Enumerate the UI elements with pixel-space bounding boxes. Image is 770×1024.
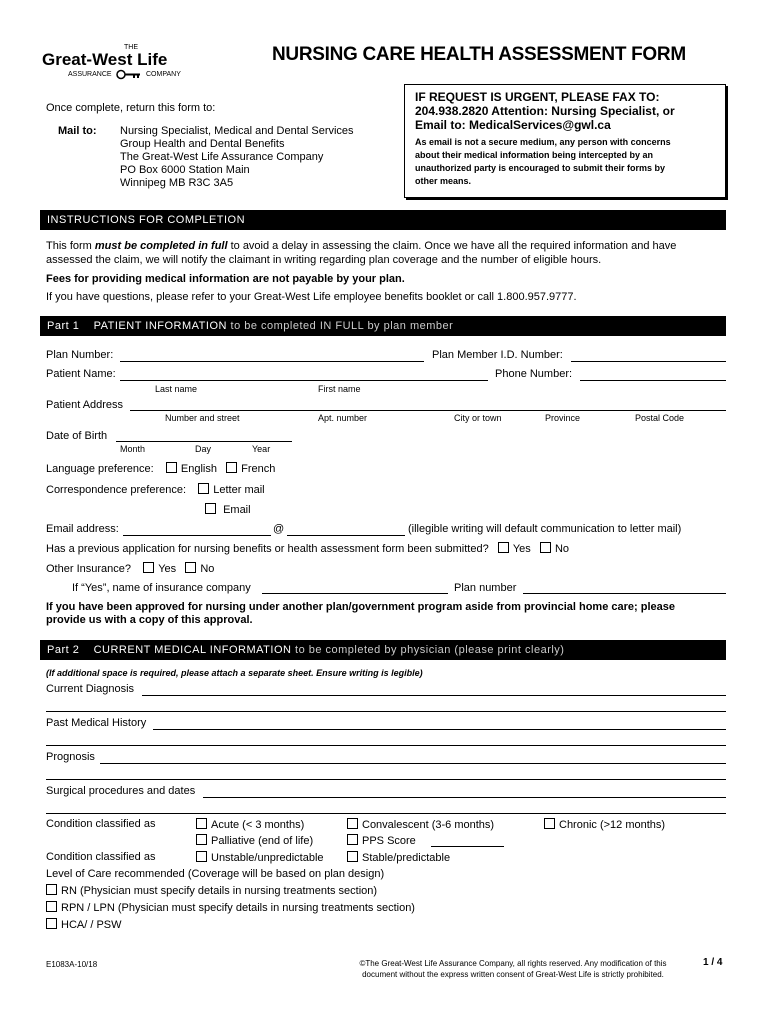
previous-row [46, 542, 569, 555]
convalescent-option [347, 818, 494, 831]
patient-name-label: Patient Name: [46, 368, 116, 380]
email-domain-field[interactable] [287, 535, 405, 536]
prognosis-field-2[interactable] [46, 779, 726, 780]
letter-mail-label: Letter mail [213, 484, 265, 496]
copyright-line: document without the express written consent of Great-West Life is strictly prohibited. [362, 970, 664, 979]
key-icon [116, 69, 142, 80]
address-caption: Postal Code [635, 413, 685, 423]
level-of-care-label: Level of Care recommended (Coverage will be based on plan design) [46, 868, 385, 880]
approval-line: provide us with a copy of this approval. [46, 614, 253, 626]
rpn-option [46, 901, 415, 914]
plan-number-field[interactable] [120, 361, 424, 362]
previous-yes-label: Yes [512, 543, 531, 555]
insurance-yes-label: Yes [158, 563, 177, 575]
palliative-checkbox[interactable] [196, 834, 207, 845]
rpn-checkbox[interactable] [46, 901, 57, 912]
fees-note: Fees for providing medical information are not payable by your plan. [46, 273, 405, 285]
address-line: Group Health and Dental Benefits [120, 138, 285, 150]
french-label: French [241, 463, 276, 475]
instructions-p1-line2: assessed the claim, we will notify the claimant in writing regarding plan coverage and the number of eligible hours. [46, 254, 602, 266]
part1-title: PATIENT INFORMATION [93, 320, 227, 332]
dob-caption: Day [195, 444, 212, 454]
history-field-2[interactable] [46, 745, 726, 746]
correspondence-label: Correspondence preference: [46, 484, 187, 496]
stable-option [347, 851, 450, 864]
copyright [340, 958, 686, 980]
part2-title: CURRENT MEDICAL INFORMATION [93, 644, 292, 656]
previous-no-label: No [554, 543, 570, 555]
dob-caption: Year [252, 444, 271, 454]
diagnosis-label: Current Diagnosis [46, 683, 135, 695]
language-row [46, 462, 275, 475]
dob-caption: Month [120, 444, 146, 454]
pps-label: PPS Score [362, 835, 416, 847]
palliative-option [196, 834, 313, 847]
pps-option [347, 834, 416, 847]
part1-num: Part 1 [47, 320, 80, 332]
chronic-label: Chronic (>12 months) [559, 819, 666, 831]
address-caption: Apt. number [318, 413, 368, 423]
instructions-header [40, 210, 726, 230]
condition-label: Condition classified as [46, 818, 156, 830]
insurance-company-field[interactable] [262, 593, 448, 594]
plan-number-label: Plan Number: [46, 349, 114, 361]
convalescent-checkbox[interactable] [347, 818, 358, 829]
p1-post: to avoid a delay in assessing the claim. Once we have all the required information and have [227, 240, 677, 252]
previous-question: Has a previous application for nursing benefits or health assessment form been submitted? [46, 543, 489, 555]
email-user-field[interactable] [123, 535, 271, 536]
phone-field[interactable] [580, 380, 726, 381]
part2-header [40, 640, 726, 660]
approval-line: If you have been approved for nursing under another plan/government program aside from provincial home care; please [46, 601, 675, 613]
stable-checkbox[interactable] [347, 851, 358, 862]
dob-field[interactable] [116, 441, 292, 442]
diagnosis-field-2[interactable] [46, 711, 726, 712]
acute-label: Acute (< 3 months) [211, 819, 305, 831]
logo-assurance: ASSURANCE [68, 71, 112, 78]
other-insurance-label: Other Insurance? [46, 563, 131, 575]
insurance-yes-checkbox[interactable] [143, 562, 154, 573]
hca-label: HCA/ / PSW [61, 919, 122, 931]
other-insurance-row [46, 562, 214, 575]
insurance-plan-number-field[interactable] [523, 593, 726, 594]
phone-label: Phone Number: [495, 368, 573, 380]
patient-name-field[interactable] [120, 380, 488, 381]
email-pref-checkbox[interactable] [205, 503, 216, 514]
part2-note [46, 668, 423, 678]
form-title: NURSING CARE HEALTH ASSESSMENT FORM [272, 44, 686, 65]
rn-option [46, 884, 377, 897]
acute-option [196, 818, 304, 831]
surgical-field[interactable] [203, 797, 726, 798]
surgical-label: Surgical procedures and dates [46, 785, 196, 797]
unstable-option [196, 851, 324, 864]
address-caption: Number and street [165, 413, 240, 423]
dob-label: Date of Birth [46, 430, 108, 442]
note-line: As email is not a secure medium, any person with concerns [415, 137, 671, 147]
rn-label: RN (Physician must specify details in nursing treatments section) [61, 885, 378, 897]
instructions-title: INSTRUCTIONS FOR COMPLETION [47, 214, 246, 226]
p1-emphasis: must be completed in full [94, 240, 228, 252]
page-number: 1 / 4 [703, 957, 723, 968]
address-line: PO Box 6000 Station Main [120, 164, 250, 176]
pps-field[interactable] [431, 846, 504, 847]
urgent-line: Email to: MedicalServices@gwl.ca [415, 118, 611, 132]
address-caption: Province [545, 413, 581, 423]
prognosis-field[interactable] [100, 763, 726, 764]
logo-the: THE [124, 44, 138, 51]
form-code: E1083A-10/18 [46, 960, 98, 969]
part1-sub: to be completed IN FULL by plan member [226, 320, 454, 332]
address-line: The Great-West Life Assurance Company [120, 151, 324, 163]
instructions-p1 [46, 240, 676, 252]
diagnosis-field[interactable] [142, 695, 726, 696]
prognosis-label: Prognosis [46, 751, 95, 763]
history-field[interactable] [153, 729, 726, 730]
language-label: Language preference: [46, 463, 154, 475]
chronic-checkbox[interactable] [544, 818, 555, 829]
urgent-line: 204.938.2820 Attention: Nursing Specialist, or [415, 104, 675, 118]
note-line: other means. [415, 176, 472, 186]
illegible-note: (illegible writing will default communication to letter mail) [408, 523, 682, 535]
unstable-label: Unstable/unpredictable [211, 852, 324, 864]
patient-address-label: Patient Address [46, 399, 124, 411]
return-intro: Once complete, return this form to: [46, 102, 216, 114]
part1-header [40, 316, 726, 336]
insurance-plan-number-label: Plan number [454, 582, 517, 594]
rn-checkbox[interactable] [46, 884, 57, 895]
urgent-line: IF REQUEST IS URGENT, PLEASE FAX TO: [415, 90, 660, 104]
address-line: Nursing Specialist, Medical and Dental Services [120, 125, 354, 137]
insurance-no-checkbox[interactable] [185, 562, 196, 573]
member-id-field[interactable] [571, 361, 726, 362]
palliative-label: Palliative (end of life) [211, 835, 314, 847]
previous-no-checkbox[interactable] [540, 542, 551, 553]
rpn-label: RPN / LPN (Physician must specify details in nursing treatments section) [61, 902, 415, 914]
address-line: Winnipeg MB R3C 3A5 [120, 177, 234, 189]
note-line: unauthorized party is encouraged to submit their forms by [415, 163, 666, 173]
surgical-field-2[interactable] [46, 813, 726, 814]
first-name-caption: First name [318, 384, 361, 394]
email-address-label: Email address: [46, 523, 119, 535]
pps-checkbox[interactable] [347, 834, 358, 845]
email-pref-row [205, 503, 251, 516]
hca-checkbox[interactable] [46, 918, 57, 929]
copyright-line: ©The Great-West Life Assurance Company, all rights reserved. Any modification of this [359, 959, 667, 968]
french-checkbox[interactable] [226, 462, 237, 473]
acute-checkbox[interactable] [196, 818, 207, 829]
company-logo [42, 44, 217, 84]
unstable-checkbox[interactable] [196, 851, 207, 862]
urgent-text [415, 90, 675, 132]
condition-label-2: Condition classified as [46, 851, 156, 863]
address-caption: City or town [454, 413, 502, 423]
history-label: Past Medical History [46, 717, 147, 729]
note-line: about their medical information being intercepted by an [415, 150, 654, 160]
urgent-box [404, 84, 726, 198]
stable-label: Stable/predictable [362, 852, 451, 864]
english-label: English [180, 463, 217, 475]
english-checkbox[interactable] [166, 462, 177, 473]
insurance-company-label: If “Yes”, name of insurance company [72, 582, 251, 594]
chronic-option [544, 818, 665, 831]
email-pref-label: Email [223, 504, 251, 516]
approval-note [46, 601, 675, 627]
logo-name: Great-West Life [42, 50, 168, 69]
last-name-caption: Last name [155, 384, 198, 394]
patient-address-field[interactable] [130, 410, 726, 411]
part2-num: Part 2 [47, 644, 80, 656]
previous-yes-checkbox[interactable] [498, 542, 509, 553]
logo-company: COMPANY [146, 71, 181, 78]
mail-address [120, 125, 354, 190]
convalescent-label: Convalescent (3-6 months) [362, 819, 495, 831]
hca-option [46, 918, 122, 931]
member-id-label: Plan Member I.D. Number: [432, 349, 563, 361]
part2-note-text: (If additional space is required, please attach a separate sheet. Ensure writing is legible) [46, 668, 423, 678]
urgent-note [415, 136, 671, 188]
at-sign: @ [273, 523, 285, 535]
p1-pre: This form [46, 240, 95, 252]
part2-sub: to be completed by physician (please print clearly) [291, 644, 565, 656]
correspondence-row [46, 483, 265, 496]
insurance-no-label: No [200, 563, 215, 575]
questions-note: If you have questions, please refer to your Great-West Life employee benefits booklet or call 1.800.957.9777. [46, 291, 577, 303]
mail-to-label: Mail to: [58, 125, 97, 137]
letter-mail-checkbox[interactable] [198, 483, 209, 494]
